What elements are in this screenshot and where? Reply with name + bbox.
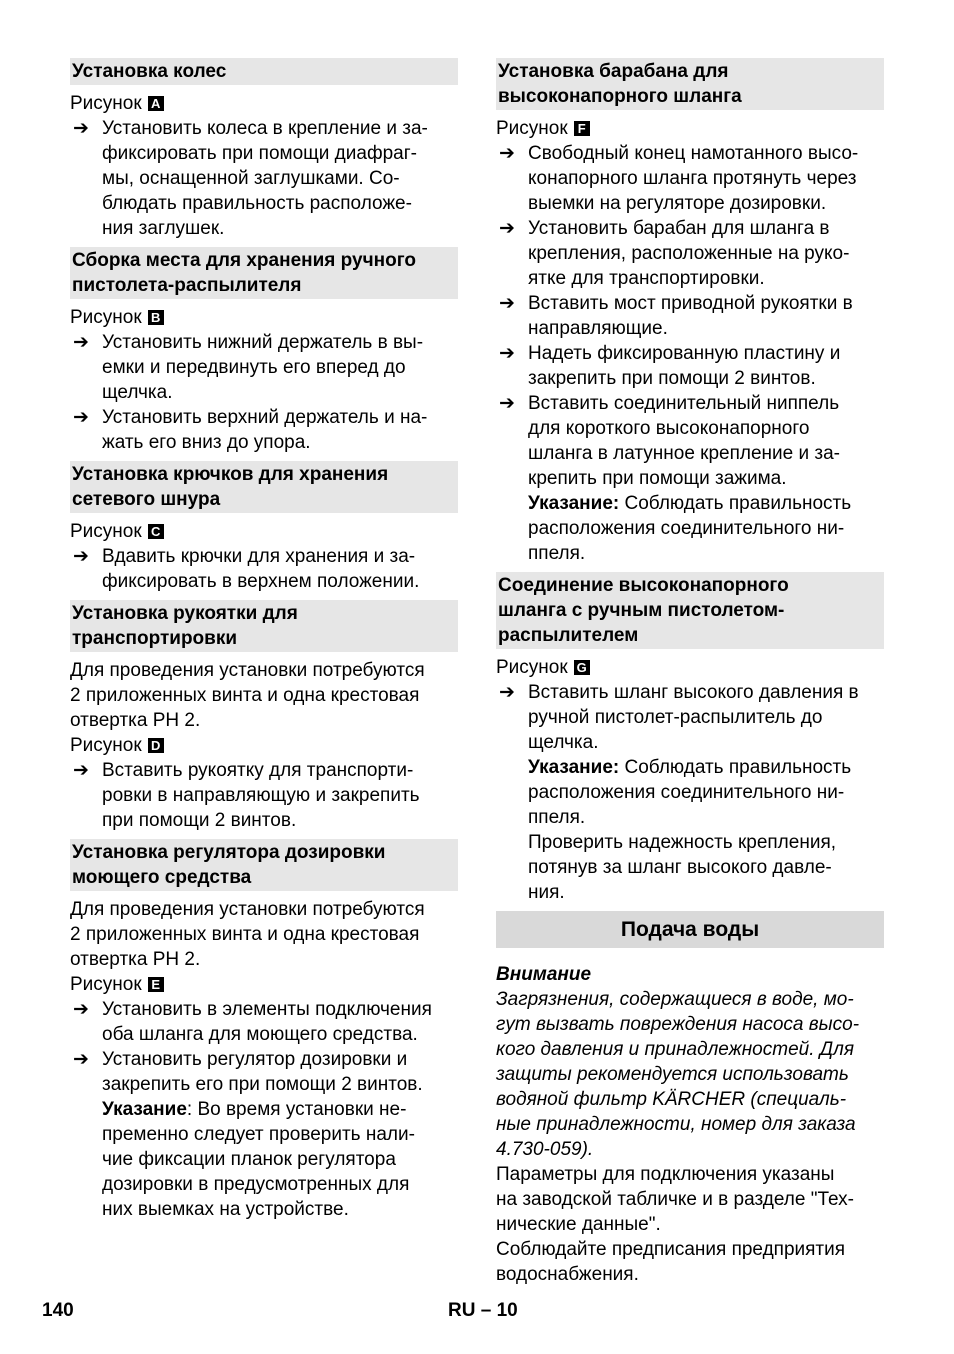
note: [496, 755, 884, 830]
figure-ref-d: [70, 733, 458, 758]
instruction-step: [496, 341, 884, 391]
right-column: [496, 58, 884, 1287]
figure-ref-g: [496, 655, 884, 680]
figure-label: Рисунок: [496, 118, 568, 139]
section-heading-gun-holder: Сборка места для хранения ручного пистолета-распылителя: [70, 247, 458, 299]
step-text: Установить нижний держатель в вы- емки и передвинуть его вперед до щелчка.: [102, 332, 424, 403]
step-text: Вдавить крючки для хранения и за- фиксировать в верхнем положении.: [102, 546, 420, 592]
note-label: Указание:: [528, 493, 620, 514]
note-text: : Во время установки не- пременно следует проверить нали- чие фиксации планок регулятора дозировки в предусмотренных для них выемках на устройстве.: [102, 1099, 415, 1220]
instruction-step: [70, 997, 458, 1047]
figure-ref-f: [496, 116, 884, 141]
figure-letter-icon: E: [148, 977, 164, 992]
arrow-right-icon: ➔: [73, 332, 89, 353]
instruction-step: [496, 216, 884, 291]
figure-label: Рисунок: [496, 657, 568, 678]
step-text: Вставить соединительный ниппель для короткого высоконапорного шланга в латунное крепление и за- крепить при помощи зажима.: [528, 393, 841, 489]
instruction-step: [70, 544, 458, 594]
warning-label: Внимание: [496, 964, 592, 985]
arrow-right-icon: ➔: [73, 407, 89, 428]
instruction-step: [70, 116, 458, 241]
instruction-step: [496, 291, 884, 341]
arrow-right-icon: ➔: [499, 293, 515, 314]
section-heading-hose-reel: Установка барабана для высоконапорного шланга: [496, 58, 884, 110]
section-heading-transport-handle: Установка рукоятки для транспортировки: [70, 600, 458, 652]
note: [70, 1097, 458, 1222]
page-label: RU – 10: [448, 1300, 518, 1321]
paragraph: Соблюдайте предписания предприятия водоснабжения.: [496, 1239, 846, 1285]
step-text: Вставить мост приводной рукоятки в направляющие.: [528, 293, 853, 339]
arrow-right-icon: ➔: [499, 682, 515, 703]
step-text: Надеть фиксированную пластину и закрепить при помощи 2 винтов.: [528, 343, 841, 389]
figure-label: Рисунок: [70, 521, 142, 542]
note-text: Соблюдать правильность расположения соединительного ни- ппеля.: [528, 757, 852, 828]
arrow-right-icon: ➔: [73, 1049, 89, 1070]
instruction-step: [496, 391, 884, 491]
section-heading-cable-hooks: Установка крючков для хранения сетевого шнура: [70, 461, 458, 513]
figure-letter-icon: C: [148, 524, 164, 539]
step-text: Вставить шланг высокого давления в ручной пистолет-распылитель до щелчка.: [528, 682, 859, 753]
section-heading-gun-connection: Соединение высоконапорного шланга с ручным пистолетом- распылителем: [496, 572, 884, 649]
arrow-right-icon: ➔: [73, 760, 89, 781]
step-text: Установить регулятор дозировки и закрепить его при помощи 2 винтов.: [102, 1049, 423, 1095]
note: [496, 491, 884, 566]
figure-ref-e: [70, 972, 458, 997]
figure-letter-icon: F: [574, 121, 590, 136]
note-label: Указание: [102, 1099, 187, 1120]
section-heading-water-supply: Подача воды: [496, 911, 884, 948]
instruction-step: [70, 330, 458, 405]
step-text: Вставить рукоятку для транспорти- ровки в направляющую и закрепить при помощи 2 винтов.: [102, 760, 420, 831]
arrow-right-icon: ➔: [73, 546, 89, 567]
figure-label: Рисунок: [70, 974, 142, 995]
step-text: Установить барабан для шланга в крепления, расположенные на руко- ятке для транспортировки.: [528, 218, 850, 289]
arrow-right-icon: ➔: [499, 218, 515, 239]
paragraph: Параметры для подключения указаны на заводской табличке и в разделе "Тех- нические данные".: [496, 1164, 854, 1235]
figure-ref-b: [70, 305, 458, 330]
step-text: Свободный конец намотанного высо- конапорного шланга протянуть через выемки на регуляторе дозировки.: [528, 143, 859, 214]
instruction-step: [70, 405, 458, 455]
intro-paragraph: Для проведения установки потребуются 2 приложенных винта и одна крестовая отвертка PH 2.: [70, 899, 425, 970]
note-label: Указание:: [528, 757, 620, 778]
step-text: Установить колеса в крепление и за- фиксировать при помощи диафраг- мы, оснащенной заглушками. Со- блюдать правильность расположе- ния заглушек.: [102, 118, 428, 239]
instruction-step: [70, 758, 458, 833]
arrow-right-icon: ➔: [73, 118, 89, 139]
figure-letter-icon: G: [574, 660, 590, 675]
arrow-right-icon: ➔: [499, 343, 515, 364]
warning-text: Загрязнения, содержащиеся в воде, мо- гут вызвать повреждения насоса высо- кого давления и принадлежностей. Для защиты рекомендуется использовать водяной фильтр KÄRCHER (специаль- ные принадлежности, номер для заказа 4.730-059).: [496, 989, 860, 1160]
figure-label: Рисунок: [70, 93, 142, 114]
intro-paragraph: Для проведения установки потребуются 2 приложенных винта и одна крестовая отвертка PH 2.: [70, 660, 425, 731]
figure-ref-a: [70, 91, 458, 116]
section-heading-detergent-regulator: Установка регулятора дозировки моющего средства: [70, 839, 458, 891]
figure-letter-icon: D: [148, 738, 164, 753]
figure-label: Рисунок: [70, 307, 142, 328]
note-text: Соблюдать правильность расположения соединительного ни- ппеля.: [528, 493, 852, 564]
figure-label: Рисунок: [70, 735, 142, 756]
figure-letter-icon: A: [148, 96, 164, 111]
step-text: Установить верхний держатель и на- жать его вниз до упора.: [102, 407, 428, 453]
instruction-step: [496, 680, 884, 755]
instruction-step: [70, 1047, 458, 1097]
note-check: Проверить надежность крепления, потянув за шланг высокого давле- ния.: [528, 832, 837, 903]
figure-letter-icon: B: [148, 310, 164, 325]
arrow-right-icon: ➔: [73, 999, 89, 1020]
section-heading-wheels: Установка колес: [70, 58, 458, 85]
left-column: [70, 58, 458, 1222]
step-text: Установить в элементы подключения оба шланга для моющего средства.: [102, 999, 432, 1045]
arrow-right-icon: ➔: [499, 393, 515, 414]
instruction-step: [496, 141, 884, 216]
page-number: 140: [42, 1300, 74, 1321]
figure-ref-c: [70, 519, 458, 544]
arrow-right-icon: ➔: [499, 143, 515, 164]
